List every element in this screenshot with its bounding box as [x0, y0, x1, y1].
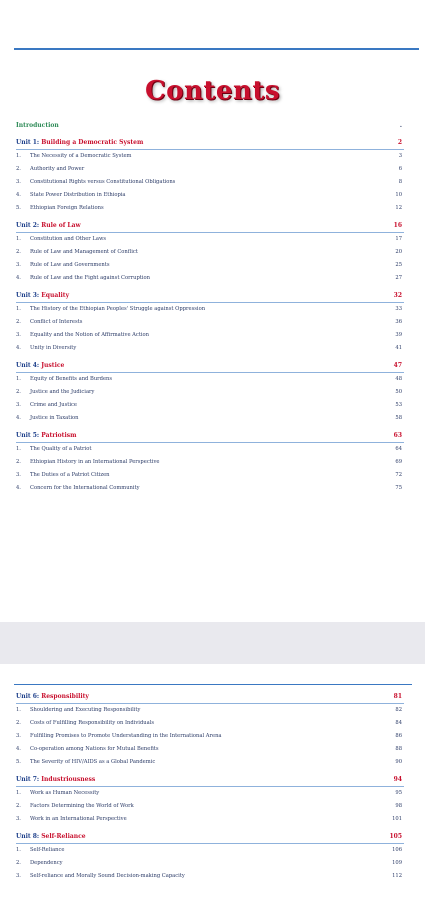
item-title: Work as Human Necessity [30, 790, 100, 796]
unit-heading[interactable] [16, 774, 404, 787]
item-title: Work in an International Perspective [30, 816, 127, 822]
item-title: Self-reliance and Morally Sound Decision-making Capacity [30, 873, 185, 879]
toc-item[interactable] [16, 303, 404, 316]
item-title: Factors Determining the World of Work [30, 803, 134, 809]
item-title: Justice and the Judiciary [30, 389, 95, 395]
unit-name: Justice [41, 362, 65, 369]
toc-item[interactable] [16, 730, 404, 743]
item-title: Self-Reliance [30, 847, 65, 853]
item-page: 8 [398, 179, 402, 185]
item-number: 4. [16, 485, 21, 491]
intro-page: . [399, 122, 402, 129]
item-page: 10 [395, 192, 402, 198]
header-rule [14, 48, 419, 50]
item-number: 1. [16, 306, 21, 312]
item-page: 88 [395, 746, 402, 752]
toc-item[interactable] [16, 329, 404, 342]
toc-item[interactable] [16, 456, 404, 469]
unit-prefix: Unit 5: [16, 432, 40, 439]
unit-page: 63 [393, 432, 402, 439]
item-page: 98 [395, 803, 402, 809]
unit-name: Industriousness [41, 776, 96, 783]
item-page: 82 [395, 707, 402, 713]
unit-page: 94 [393, 776, 402, 783]
item-title: Equity of Benefits and Burdens [30, 376, 113, 382]
toc-item[interactable] [16, 717, 404, 730]
item-number: 3. [16, 402, 21, 408]
item-title: Unity in Diversity [30, 345, 77, 351]
item-number: 3. [16, 733, 21, 739]
item-number: 3. [16, 873, 21, 879]
unit-prefix: Unit 8: [16, 833, 40, 840]
item-title: Crime and Justice [30, 402, 77, 408]
item-title: Authority and Power [30, 166, 85, 172]
toc-item[interactable] [16, 259, 404, 272]
item-number: 5. [16, 759, 21, 765]
item-number: 2. [16, 720, 21, 726]
toc-item[interactable] [16, 412, 404, 425]
item-page: 6 [398, 166, 402, 172]
item-page: 101 [392, 816, 402, 822]
item-page: 58 [395, 415, 402, 421]
unit-name: Patriotism [41, 432, 77, 439]
item-page: 17 [395, 236, 402, 242]
unit-prefix: Unit 3: [16, 292, 40, 299]
unit-prefix: Unit 7: [16, 776, 40, 783]
item-page: 53 [395, 402, 402, 408]
item-page: 33 [395, 306, 402, 312]
unit-prefix: Unit 1: [16, 139, 40, 146]
item-number: 1. [16, 153, 21, 159]
item-title: Constitution and Other Laws [30, 236, 107, 242]
item-page: 48 [395, 376, 402, 382]
item-number: 5. [16, 205, 21, 211]
item-title: The Severity of HIV/AIDS as a Global Pandemic [30, 759, 156, 765]
item-title: Rule of Law and the Fight against Corruption [30, 275, 150, 281]
page-gap [0, 622, 425, 664]
toc-item[interactable] [16, 202, 404, 215]
toc-section-two [16, 686, 404, 883]
item-page: 3 [398, 153, 402, 159]
item-number: 1. [16, 847, 21, 853]
item-number: 1. [16, 446, 21, 452]
item-number: 2. [16, 319, 21, 325]
item-page: 41 [395, 345, 402, 351]
page-title: Contents [144, 76, 281, 106]
toc-item[interactable] [16, 469, 404, 482]
toc-item[interactable] [16, 373, 404, 386]
item-number: 2. [16, 166, 21, 172]
item-number: 3. [16, 179, 21, 185]
item-title: Rule of Law and Management of Conflict [30, 249, 138, 255]
item-number: 2. [16, 389, 21, 395]
item-number: 1. [16, 707, 21, 713]
unit-name: Rule of Law [41, 222, 81, 229]
toc-item[interactable] [16, 386, 404, 399]
item-title: State Power Distribution in Ethiopia [30, 192, 126, 198]
item-number: 2. [16, 860, 21, 866]
header-rule-two [14, 684, 412, 685]
unit-heading[interactable] [16, 360, 404, 373]
unit-prefix: Unit 4: [16, 362, 40, 369]
item-page: 36 [395, 319, 402, 325]
item-number: 1. [16, 236, 21, 242]
item-title: The History of the Ethiopian Peoples' Struggle against Oppression [30, 306, 206, 312]
item-title: The Necessity of a Democratic System [30, 153, 132, 159]
item-number: 4. [16, 415, 21, 421]
item-number: 2. [16, 803, 21, 809]
toc-item[interactable] [16, 316, 404, 329]
item-page: 109 [392, 860, 402, 866]
unit-page: 32 [393, 292, 402, 299]
unit-page: 105 [389, 833, 402, 840]
toc-item[interactable] [16, 150, 404, 163]
unit-heading[interactable] [16, 220, 404, 233]
unit-page: 47 [393, 362, 402, 369]
item-title: Conflict of Interests [30, 319, 83, 325]
toc-item[interactable] [16, 272, 404, 285]
item-page: 27 [395, 275, 402, 281]
item-title: Ethiopian Foreign Relations [30, 205, 104, 211]
item-title: Constitutional Rights versus Constitutional Obligations [30, 179, 176, 185]
item-number: 4. [16, 746, 21, 752]
item-page: 95 [395, 790, 402, 796]
unit-heading[interactable] [16, 430, 404, 443]
toc-item[interactable] [16, 743, 404, 756]
item-number: 2. [16, 249, 21, 255]
item-title: Fulfilling Promises to Promote Understanding in the International Arena [30, 733, 222, 739]
toc-item[interactable] [16, 176, 404, 189]
toc-item[interactable] [16, 704, 404, 717]
item-title: Concern for the International Community [30, 485, 140, 491]
toc-item[interactable] [16, 482, 404, 495]
item-number: 3. [16, 472, 21, 478]
item-number: 1. [16, 376, 21, 382]
item-title: Co-operation among Nations for Mutual Benefits [30, 746, 159, 752]
item-page: 86 [395, 733, 402, 739]
item-number: 3. [16, 262, 21, 268]
toc-item[interactable] [16, 756, 404, 769]
toc-item[interactable] [16, 163, 404, 176]
item-title: The Quality of a Patriot [30, 446, 92, 452]
item-page: 69 [395, 459, 402, 465]
item-number: 3. [16, 332, 21, 338]
item-page: 106 [392, 847, 402, 853]
toc-item[interactable] [16, 870, 404, 883]
unit-page: 81 [393, 693, 402, 700]
toc-item[interactable] [16, 399, 404, 412]
item-number: 4. [16, 192, 21, 198]
item-page: 50 [395, 389, 402, 395]
item-page: 112 [392, 873, 402, 879]
item-number: 1. [16, 790, 21, 796]
toc-item[interactable] [16, 800, 404, 813]
unit-name: Building a Democratic System [41, 139, 144, 146]
item-title: Equality and the Notion of Affirmative Action [30, 332, 150, 338]
item-title: Shouldering and Executing Responsibility [30, 707, 141, 713]
unit-name: Responsibility [41, 693, 89, 700]
toc-item[interactable] [16, 844, 404, 857]
item-title: Justice in Taxation [30, 415, 79, 421]
toc-item[interactable] [16, 233, 404, 246]
item-page: 75 [395, 485, 402, 491]
unit-heading[interactable] [16, 831, 404, 844]
item-number: 4. [16, 345, 21, 351]
unit-prefix: Unit 2: [16, 222, 40, 229]
toc-item[interactable] [16, 813, 404, 826]
unit-heading[interactable] [16, 137, 404, 150]
item-number: 4. [16, 275, 21, 281]
item-title: Costs of Fulfilling Responsibility on Individuals [30, 720, 155, 726]
item-page: 64 [395, 446, 402, 452]
toc-item[interactable] [16, 787, 404, 800]
unit-heading[interactable] [16, 290, 404, 303]
item-page: 25 [395, 262, 402, 268]
item-title: Rule of Law and Governments [30, 262, 110, 268]
unit-name: Self-Reliance [41, 833, 86, 840]
item-title: The Duties of a Patriot Citizen [30, 472, 110, 478]
item-page: 72 [395, 472, 402, 478]
unit-page: 16 [393, 222, 402, 229]
item-page: 20 [395, 249, 402, 255]
toc-section-one [16, 120, 404, 495]
unit-prefix: Unit 6: [16, 693, 40, 700]
unit-heading[interactable] [16, 691, 404, 704]
toc-introduction[interactable] [16, 120, 404, 132]
unit-page: 2 [397, 139, 402, 146]
item-page: 84 [395, 720, 402, 726]
toc-item[interactable] [16, 189, 404, 202]
unit-name: Equality [41, 292, 70, 299]
toc-item[interactable] [16, 246, 404, 259]
toc-item[interactable] [16, 443, 404, 456]
toc-item[interactable] [16, 857, 404, 870]
toc-item[interactable] [16, 342, 404, 355]
intro-label: Introduction [16, 122, 59, 129]
item-page: 90 [395, 759, 402, 765]
item-number: 3. [16, 816, 21, 822]
item-number: 2. [16, 459, 21, 465]
item-title: Ethiopian History in an International Perspective [30, 459, 160, 465]
item-page: 39 [395, 332, 402, 338]
item-title: Dependency [30, 860, 63, 866]
item-page: 12 [395, 205, 402, 211]
